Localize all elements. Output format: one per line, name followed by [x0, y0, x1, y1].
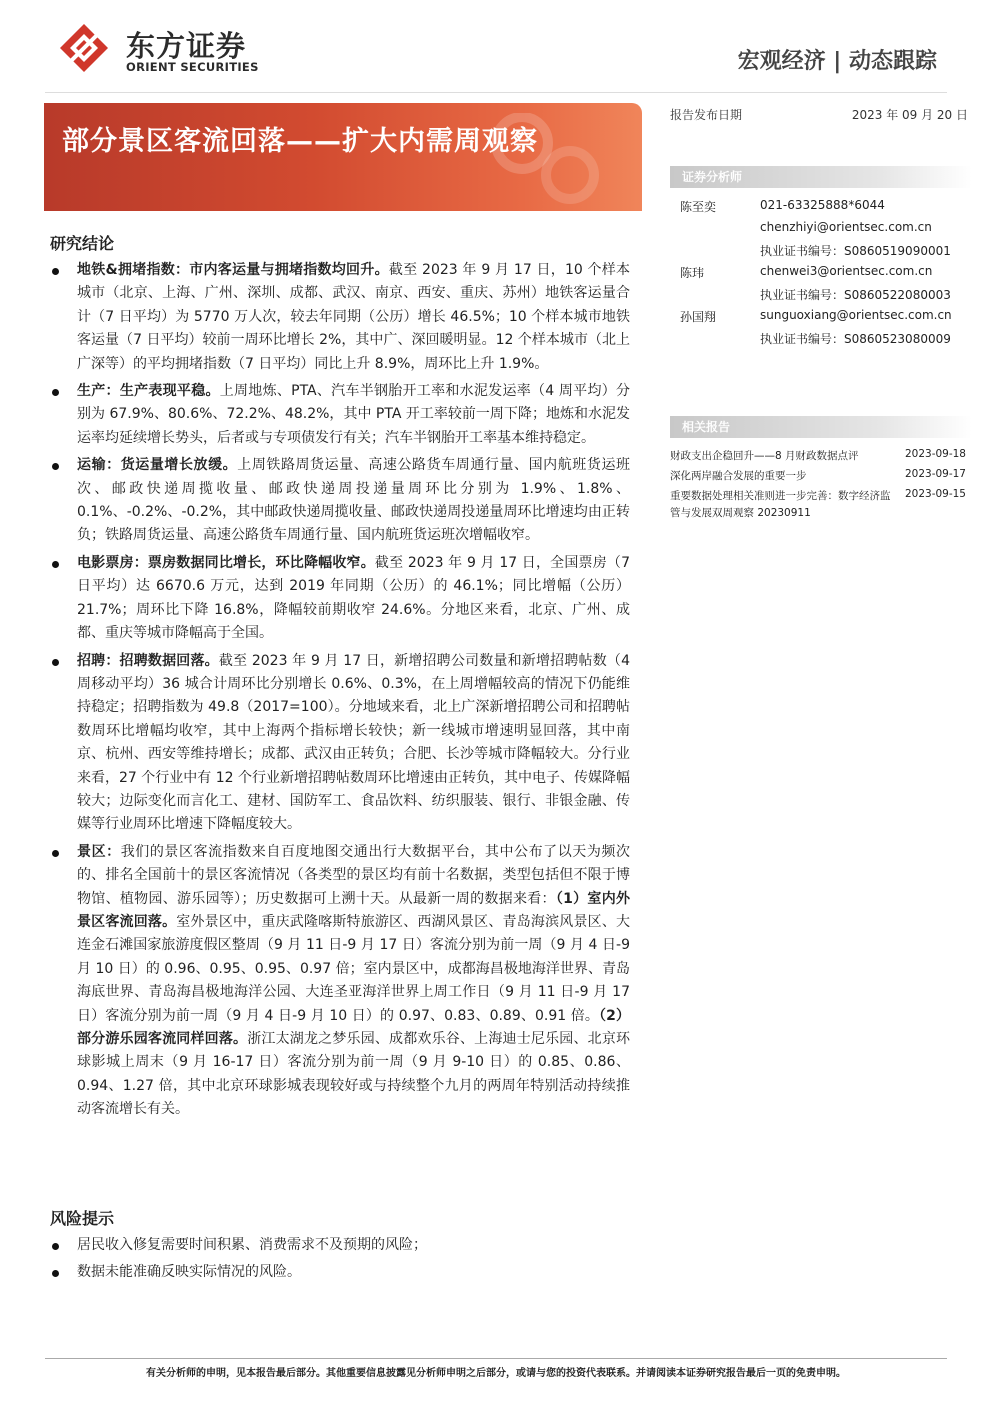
risk-body: [50, 1234, 630, 1289]
header-divider: [45, 92, 947, 93]
conclusion-bullet-subway: [50, 259, 630, 376]
bullet-dot-icon: [52, 389, 59, 396]
risk-heading: 风险提示: [50, 1209, 115, 1228]
analyst-section-header: 证券分析师: [670, 166, 972, 188]
bullet-text: 截至 2023 年 9 月 17 日，全国票房（7 日平均）达 6670.6 万元，达到 2019 年同期（公历）的 46.1%；同比增幅（公历）21.7%；周环比下降 16.8%，降幅较前期收窄 24.6%。分地区来看，北京、广州、成都、重庆等城市降幅高于全国。: [77, 554, 630, 642]
risk-item: [50, 1234, 630, 1257]
analyst-license: 执业证书编号：S0860522080003: [760, 288, 951, 302]
bullet-text: 截至 2023 年 9 月 17 日，10 个样本城市（北京、上海、广州、深圳、成都、武汉、南京、西安、重庆、苏州）地铁客运量合计（7 日平均）为 5770 万人次，较去年同期（公历）增长 46.5%；10 个样本城市地铁客运量（7 日平均）较前一周环比增长 2%，其中广、深回暖明显。12 个样本城市（北上广深等）的平均拥堵指数（7 日平均）同比上升 8.9%，周环比上升 1.9%。: [77, 262, 630, 372]
footer-disclaimer: 有关分析师的申明，见本报告最后部分。其他重要信息披露见分析师申明之后部分，或请与您的投资代表联系。并请阅读本证券研究报告最后一页的免责申明。: [146, 1368, 846, 1379]
publish-date-label: 报告发布日期: [670, 108, 743, 122]
related-report-title[interactable]: 深化两岸融合发展的重要一步: [670, 470, 807, 482]
related-report-date: 2023-09-15: [904, 488, 966, 500]
publish-date-value: 2023 年 09 月 20 日: [851, 108, 968, 122]
footer-divider: [45, 1358, 947, 1359]
bullet-dot-icon: [52, 561, 59, 568]
logo-english-name: ORIENT SECURITIES: [126, 60, 259, 74]
analyst-phone: 021-63325888*6044: [760, 198, 885, 212]
analyst-name: 孙国翔: [680, 310, 717, 324]
bullet-lead: 生产：生产表现平稳。: [77, 383, 220, 400]
bullet-text: 上周地炼、PTA、汽车半钢胎开工率和水泥发运率（4 周平均）分别为 67.9%、80.6%、72.2%、48.2%，其中 PTA 开工率较前一周下降；地炼和水泥发运率均延续增长势头，后者或与专项债发行有关；汽车半钢胎开工率基本维持稳定。: [77, 383, 631, 446]
related-reports-header: 相关报告: [670, 416, 972, 438]
bullet-text: 浙江太湖龙之梦乐园、成都欢乐谷、上海迪士尼乐园、北京环球影城上周末（9 月 16-17 日）客流分别为前一周（9 月 9-10 日）的 0.85、0.86、0.94、1.27 倍，其中北京环球影城表现较好或与持续整个九月的两周年特别活动持续推动客流增长有关。: [77, 1031, 631, 1118]
risk-item: [50, 1261, 630, 1284]
company-logo: [58, 22, 273, 82]
analyst-email[interactable]: sunguoxiang@orientsec.com.cn: [760, 308, 952, 322]
bullet-text: 上周铁路周货运量、高速公路货车周通行量、国内航班货运班次、邮政快递周揽收量、邮政快递周投递量周环比分别为 1.9%、1.8%、0.1%、-0.2%、-0.2%，其中邮政快递周揽收量、邮政快递周投递量周环比增速均由正转负；铁路周货运量、高速公路货车周通行量、国内航班货运班次增幅收窄。: [77, 457, 631, 544]
bullet-lead: 电影票房：票房数据同比增长，环比降幅收窄。: [77, 554, 375, 571]
bullet-dot-icon: [52, 850, 59, 857]
related-report-date: 2023-09-18: [904, 448, 966, 460]
conclusion-bullet-transport: [50, 454, 630, 548]
risk-text: 居民收入修复需要时间积累、消费需求不及预期的风险；: [77, 1237, 427, 1253]
analyst-license: 执业证书编号：S0860519090001: [760, 244, 951, 258]
bullet-lead: 地铁&拥堵指数：市内客运量与拥堵指数均回升。: [77, 262, 389, 278]
related-report-date: 2023-09-17: [904, 468, 966, 480]
bullet-lead: 运输：货运量增长放缓。: [77, 457, 238, 474]
bullet-lead: 景区：: [77, 843, 121, 860]
bullet-dot-icon: [52, 1243, 59, 1250]
conclusion-bullet-boxoffice: [50, 552, 630, 646]
bullet-text: 截至 2023 年 9 月 17 日，新增招聘公司数量和新增招聘帖数（4 周移动平均）36 城合计周环比分别增长 0.6%、0.3%，在上周增幅较高的情况下仍能维持稳定；招聘指数为 49.8（2017=100）。分地域来看，北上广深新增招聘公司和招聘帖数周环比增幅均收窄，其中上海两个指标增长较快；新一线城市增速明显回落，其中南京、杭州、西安等维持增长；成都、武汉由正转负；合肥、长沙等城市降幅较大。分行业来看，27 个行业中有 12 个行业新增招聘帖数周环比增速由正转负，其中电子、传媒降幅较大；边际变化而言化工、建材、国防军工、食品饮料、纺织服装、银行、非银金融、传媒等行业周环比增速下降幅度较大。: [77, 652, 630, 833]
logo-chinese-name: 东方证券: [126, 29, 247, 63]
conclusion-bullet-recruitment: [50, 650, 630, 837]
bullet-lead: （1）室内外景区客流回落。: [77, 890, 630, 930]
related-report-title[interactable]: 财政支出企稳回升——8 月财政数据点评: [670, 450, 859, 462]
report-title: 部分景区客流回落——扩大内需周观察: [62, 126, 538, 157]
conclusion-bullet-scenic: [50, 841, 630, 1122]
conclusion-body: [50, 259, 630, 1126]
analyst-name: 陈玮: [680, 266, 705, 280]
bullet-text: 室外景区中，重庆武隆喀斯特旅游区、西湖风景区、青岛海滨风景区、大连金石滩国家旅游度假区整周（9 月 11 日-9 月 17 日）客流分别为前一周（9 月 4 日-9 月 10 日）的 0.96、0.95、0.95、0.97 倍；室内景区中，成都海昌极地海洋世界、青岛海底世界、青岛海昌极地海洋公园、大连圣亚海洋世界上周工作日（9 月 11 日-9 月 17 日）客流分别为前一周（9 月 4 日-9 月 10 日）的 0.97、0.83、0.89、0.91 倍。: [77, 913, 631, 1024]
related-report-title[interactable]: 重要数据处理相关准则进一步完善：数字经济监管与发展双周观察 20230911: [670, 490, 891, 519]
bullet-dot-icon: [52, 463, 59, 470]
risk-text: 数据未能准确反映实际情况的风险。: [77, 1264, 301, 1281]
bullet-dot-icon: [52, 268, 59, 275]
analyst-email[interactable]: chenzhiyi@orientsec.com.cn: [760, 220, 932, 234]
bullet-lead: 招聘：招聘数据回落。: [77, 652, 219, 669]
conclusion-bullet-production: [50, 380, 630, 450]
bullet-lead: （2）部分游乐园客流同样回落。: [77, 1007, 630, 1047]
bullet-dot-icon: [52, 1270, 59, 1277]
conclusion-heading: 研究结论: [50, 234, 115, 253]
orient-logo-icon: [58, 22, 110, 74]
bullet-text: 我们的景区客流指数来自百度地图交通出行大数据平台，其中公布了以天为频次的、排名全国前十的景区客流情况（各类型的景区均有前十名数据，类型包括但不限于博物馆、植物园、游乐园等）；历史数据可上溯十天。从最新一周的数据来看：: [77, 843, 630, 907]
title-banner: [44, 103, 642, 211]
bullet-dot-icon: [52, 659, 59, 666]
analyst-license: 执业证书编号：S0860523080009: [760, 332, 951, 346]
report-category: 宏观经济 | 动态跟踪: [737, 49, 937, 74]
analyst-email[interactable]: chenwei3@orientsec.com.cn: [760, 264, 933, 278]
analyst-name: 陈至奕: [680, 200, 717, 214]
